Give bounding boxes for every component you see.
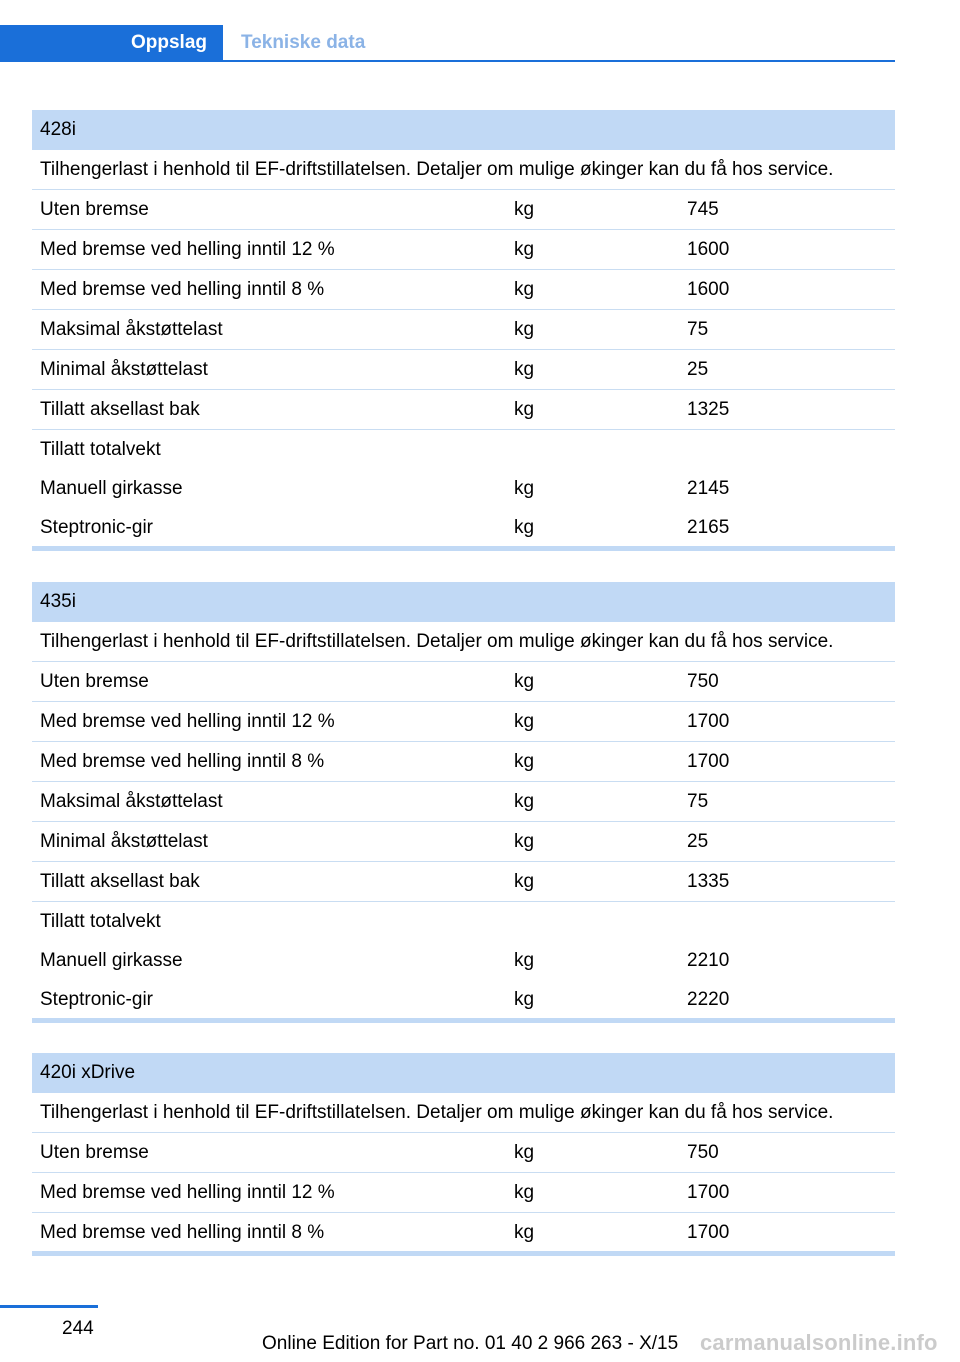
row-unit: kg — [514, 1182, 535, 1203]
page-number-rule — [0, 1305, 98, 1308]
row-label: Tillatt totalvekt — [40, 911, 161, 932]
row-label: Uten bremse — [40, 1142, 149, 1163]
row-unit: kg — [514, 478, 535, 499]
tab-tekniske-data[interactable]: Tekniske data — [241, 32, 366, 53]
row-value: 2145 — [687, 478, 730, 499]
row-label: Med bremse ved helling inntil 8 % — [40, 1222, 325, 1243]
row-label: Med bremse ved helling inntil 12 % — [40, 239, 335, 260]
row-unit: kg — [514, 1142, 535, 1163]
row-unit: kg — [514, 671, 535, 692]
table-row — [32, 941, 895, 980]
row-label: Uten bremse — [40, 199, 149, 220]
row-unit: kg — [514, 1222, 535, 1243]
row-unit: kg — [514, 359, 535, 380]
row-unit: kg — [514, 791, 535, 812]
row-value: 1700 — [687, 1182, 730, 1203]
row-label: Med bremse ved helling inntil 12 % — [40, 711, 335, 732]
row-label: Steptronic-gir — [40, 517, 153, 538]
row-value: 1600 — [687, 279, 730, 300]
table-note: Tilhengerlast i henhold til EF-driftstillatelsen. Detaljer om mulige økinger kan du få hos service. — [32, 150, 895, 190]
row-value: 750 — [687, 671, 719, 692]
row-label: Tillatt aksellast bak — [40, 871, 200, 892]
row-label: Steptronic-gir — [40, 989, 153, 1010]
row-unit: kg — [514, 871, 535, 892]
table-row — [32, 662, 895, 702]
row-label: Maksimal åkstøttelast — [40, 791, 223, 812]
row-unit: kg — [514, 199, 535, 220]
table-title: 428i — [32, 110, 895, 150]
table-row — [32, 782, 895, 822]
table-row — [32, 390, 895, 430]
table-row — [32, 980, 895, 1019]
row-value: 2165 — [687, 517, 730, 538]
table-row-total-heading — [32, 430, 895, 469]
table-row — [32, 350, 895, 390]
row-unit: kg — [514, 399, 535, 420]
row-value: 1600 — [687, 239, 730, 260]
page-number: 244 — [62, 1318, 94, 1339]
table-title: 435i — [32, 582, 895, 622]
spec-table-435i — [32, 582, 895, 1023]
table-row-total-heading — [32, 902, 895, 941]
table-note: Tilhengerlast i henhold til EF-driftstillatelsen. Detaljer om mulige økinger kan du få hos service. — [32, 622, 895, 662]
table-row — [32, 310, 895, 350]
row-value: 1335 — [687, 871, 730, 892]
row-value: 1700 — [687, 1222, 730, 1243]
table-row — [32, 1173, 895, 1213]
row-value: 1700 — [687, 751, 730, 772]
edition-text: Online Edition for Part no. 01 40 2 966 263 - X/15 — [262, 1333, 679, 1354]
table-row — [32, 190, 895, 230]
row-label: Med bremse ved helling inntil 12 % — [40, 1182, 335, 1203]
spec-table-420i-xdrive — [32, 1053, 895, 1256]
row-unit: kg — [514, 239, 535, 260]
row-value: 25 — [687, 359, 709, 380]
row-label: Minimal åkstøttelast — [40, 831, 208, 852]
row-label: Maksimal åkstøttelast — [40, 319, 223, 340]
table-row — [32, 270, 895, 310]
row-unit: kg — [514, 279, 535, 300]
table-row — [32, 702, 895, 742]
row-label: Minimal åkstøttelast — [40, 359, 208, 380]
row-value: 1700 — [687, 711, 730, 732]
row-unit: kg — [514, 319, 535, 340]
table-row — [32, 230, 895, 270]
row-unit: kg — [514, 517, 535, 538]
row-value: 75 — [687, 791, 709, 812]
row-label: Manuell girkasse — [40, 950, 183, 971]
table-row — [32, 862, 895, 902]
row-unit: kg — [514, 989, 535, 1010]
row-unit: kg — [514, 711, 535, 732]
table-row — [32, 508, 895, 547]
row-label: Uten bremse — [40, 671, 149, 692]
row-label: Med bremse ved helling inntil 8 % — [40, 279, 325, 300]
row-label: Manuell girkasse — [40, 478, 183, 499]
tab-oppslag[interactable]: Oppslag — [0, 25, 223, 62]
row-value: 750 — [687, 1142, 719, 1163]
row-value: 25 — [687, 831, 709, 852]
row-unit: kg — [514, 950, 535, 971]
row-value: 2220 — [687, 989, 730, 1010]
row-value: 745 — [687, 199, 719, 220]
row-unit: kg — [514, 831, 535, 852]
table-row — [32, 469, 895, 508]
table-row — [32, 1133, 895, 1173]
table-title: 420i xDrive — [32, 1053, 895, 1093]
table-row — [32, 1213, 895, 1252]
row-label: Tillatt aksellast bak — [40, 399, 200, 420]
row-value: 75 — [687, 319, 709, 340]
row-label: Med bremse ved helling inntil 8 % — [40, 751, 325, 772]
row-value: 1325 — [687, 399, 730, 420]
row-label: Tillatt totalvekt — [40, 439, 161, 460]
row-value: 2210 — [687, 950, 730, 971]
chapter-header — [0, 25, 895, 62]
table-row — [32, 822, 895, 862]
table-row — [32, 742, 895, 782]
watermark: carmanualsonline.info — [700, 1330, 938, 1355]
table-note: Tilhengerlast i henhold til EF-driftstillatelsen. Detaljer om mulige økinger kan du få hos service. — [32, 1093, 895, 1133]
spec-table-428i — [32, 110, 895, 551]
row-unit: kg — [514, 751, 535, 772]
